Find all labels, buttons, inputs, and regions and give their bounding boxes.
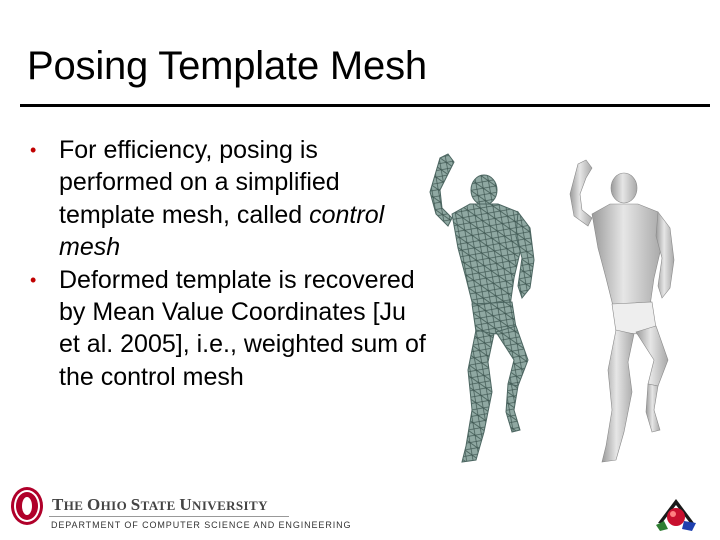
bullet-text: Deformed template is recovered by Mean Value Coordinates [Ju et al. 2005], i.e., weighted sum of the control mesh [59, 265, 426, 391]
bullet-dot-icon: • [30, 269, 37, 290]
department-name: DEPARTMENT OF COMPUTER SCIENCE AND ENGINEERING [51, 520, 352, 530]
bullet-italic-text: control mesh [59, 200, 385, 262]
title-divider [20, 104, 710, 107]
bullet-item [30, 264, 430, 394]
footer-divider [49, 516, 289, 517]
department-emblem-icon [652, 493, 700, 533]
univ-letter: O [86, 495, 101, 514]
univ-text: TATE [140, 498, 180, 513]
bullet-list [30, 134, 430, 393]
univ-letter: U [179, 495, 193, 514]
univ-text: HIO [100, 498, 131, 513]
posed-mesh-figure [418, 148, 703, 478]
bullet-dot-icon: • [30, 140, 37, 160]
univ-text: HE [63, 498, 87, 513]
bullet-item [30, 134, 430, 264]
university-block-o-logo [10, 486, 44, 526]
bullet-text: For efficiency, posing is performed on a simplified template mesh, called [59, 136, 340, 229]
slide-title: Posing Template Mesh [27, 44, 427, 88]
wireframe-mesh-figure [430, 154, 534, 462]
univ-letter: S [130, 495, 141, 514]
univ-letter: T [52, 495, 64, 514]
shaded-mesh-figure [570, 160, 674, 462]
university-name [52, 495, 268, 515]
univ-text: NIVERSITY [192, 498, 268, 513]
